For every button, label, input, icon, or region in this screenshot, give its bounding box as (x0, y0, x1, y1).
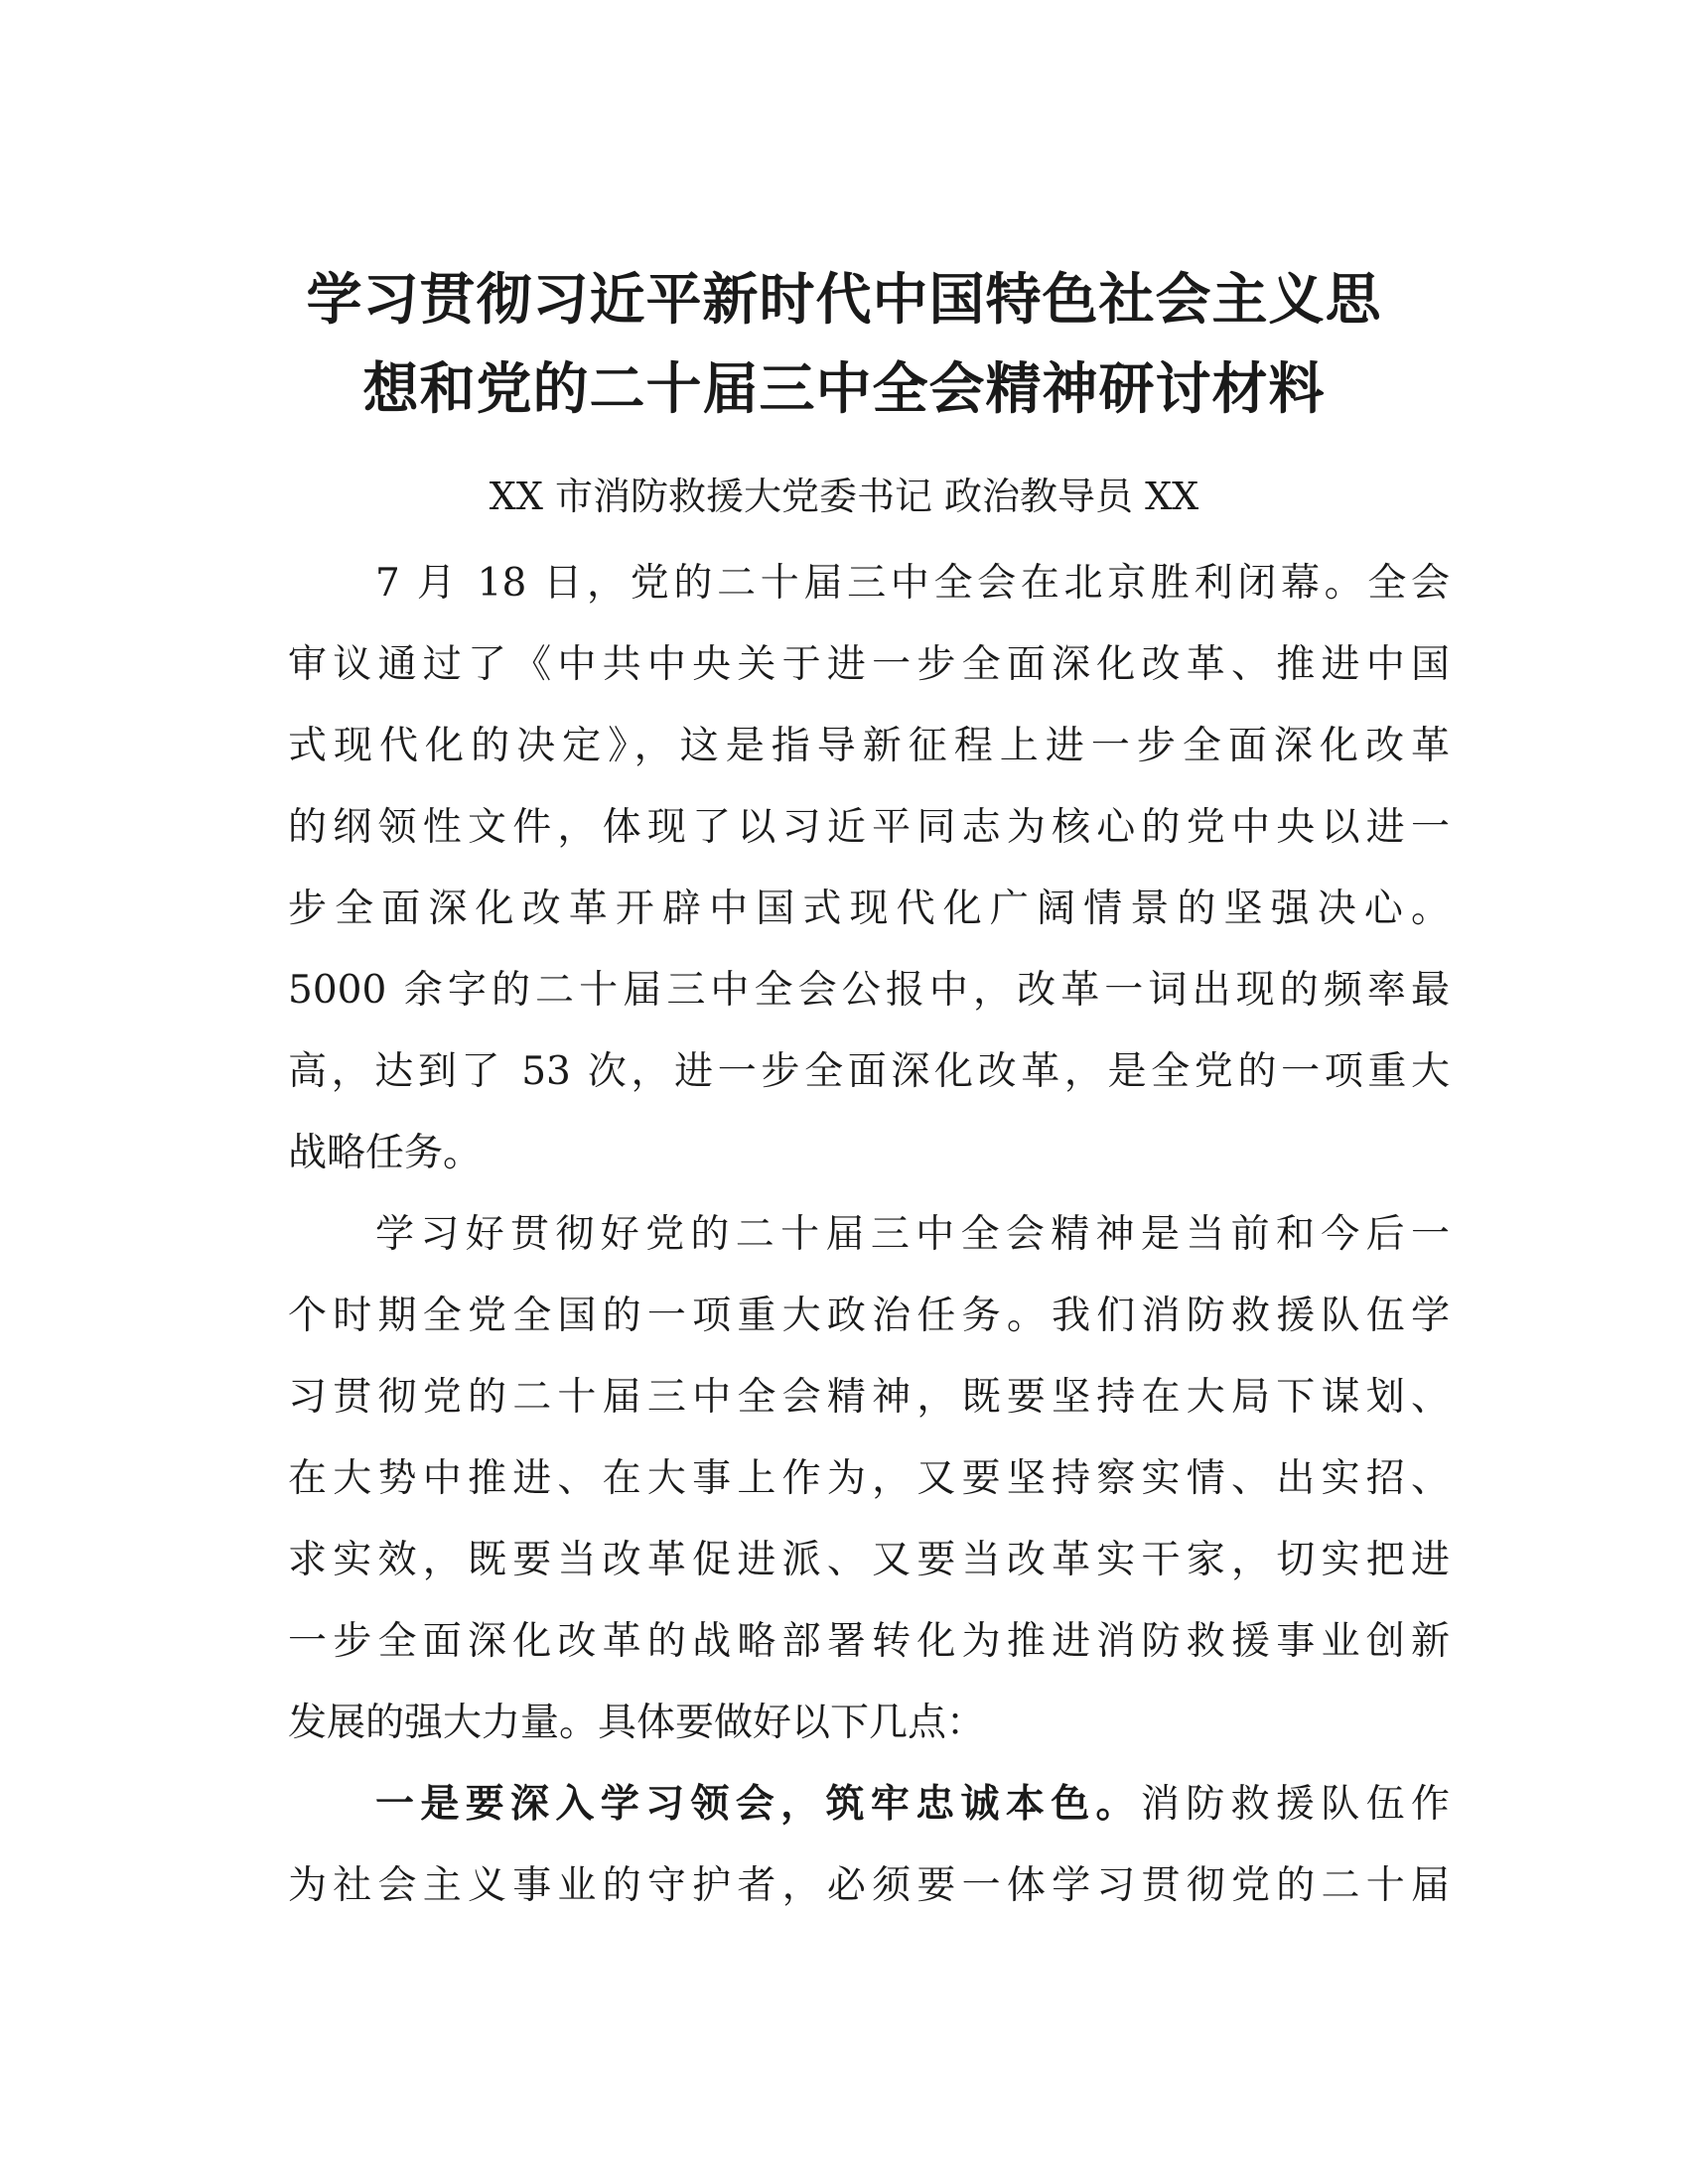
paragraph-2 (288, 1194, 1450, 1764)
paragraph-line: 式现代化的决定》，这是指导新征程上进一步全面深化改革 (288, 724, 1450, 768)
paragraph-line-rest: 消防救援队伍作 (1140, 1782, 1450, 1827)
paragraph-line: 战略任务。 (288, 1131, 483, 1175)
paragraph-line: 7 月 18 日，党的二十届三中全会在北京胜利闭幕。全会 (375, 561, 1450, 606)
paragraph-line (288, 1764, 1450, 1845)
author-line: XX 市消防救援大党委书记 政治教导员 XX (489, 475, 1199, 518)
title-line: 学习贯彻习近平新时代中国特色社会主义思 (306, 268, 1382, 333)
title-line: 想和党的二十届三中全会精神研讨材料 (362, 357, 1326, 422)
paragraph-line: 审议通过了《中共中央关于进一步全面深化改革、推进中国 (288, 642, 1450, 687)
paragraph-line: 求实效，既要当改革促进派、又要当改革实干家，切实把进 (288, 1538, 1450, 1582)
paragraph-line: 个时期全党全国的一项重大政治任务。我们消防救援队伍学 (288, 1294, 1450, 1338)
paragraph-line: 学习好贯彻好党的二十届三中全会精神是当前和今后一 (375, 1212, 1450, 1257)
paragraph-1 (288, 543, 1450, 1194)
paragraph-3 (288, 1764, 1450, 1927)
paragraph-line: 的纲领性文件，体现了以习近平同志为核心的党中央以进一 (288, 805, 1450, 850)
paragraph-line: 发展的强大力量。具体要做好以下几点： (288, 1701, 986, 1745)
paragraph-line: 高，达到了 53 次，进一步全面深化改革，是全党的一项重大 (288, 1049, 1450, 1094)
paragraph-line: 一步全面深化改革的战略部署转化为推进消防救援事业创新 (288, 1619, 1450, 1664)
paragraph-line: 在大势中推进、在大事上作为，又要坚持察实情、出实招、 (288, 1456, 1450, 1501)
paragraph-bold-lead: 一是要深入学习领会，筑牢忠诚本色。 (375, 1782, 1141, 1827)
paragraph-line: 为社会主义事业的守护者，必须要一体学习贯彻党的二十届 (288, 1863, 1450, 1908)
paragraph-line: 习贯彻党的二十届三中全会精神，既要坚持在大局下谋划、 (288, 1375, 1450, 1420)
paragraph-line: 步全面深化改革开辟中国式现代化广阔情景的坚强决心。 (288, 887, 1450, 931)
paragraph-line: 5000 余字的二十届三中全会公报中，改革一词出现的频率最 (288, 968, 1450, 1013)
document-title (228, 256, 1460, 435)
